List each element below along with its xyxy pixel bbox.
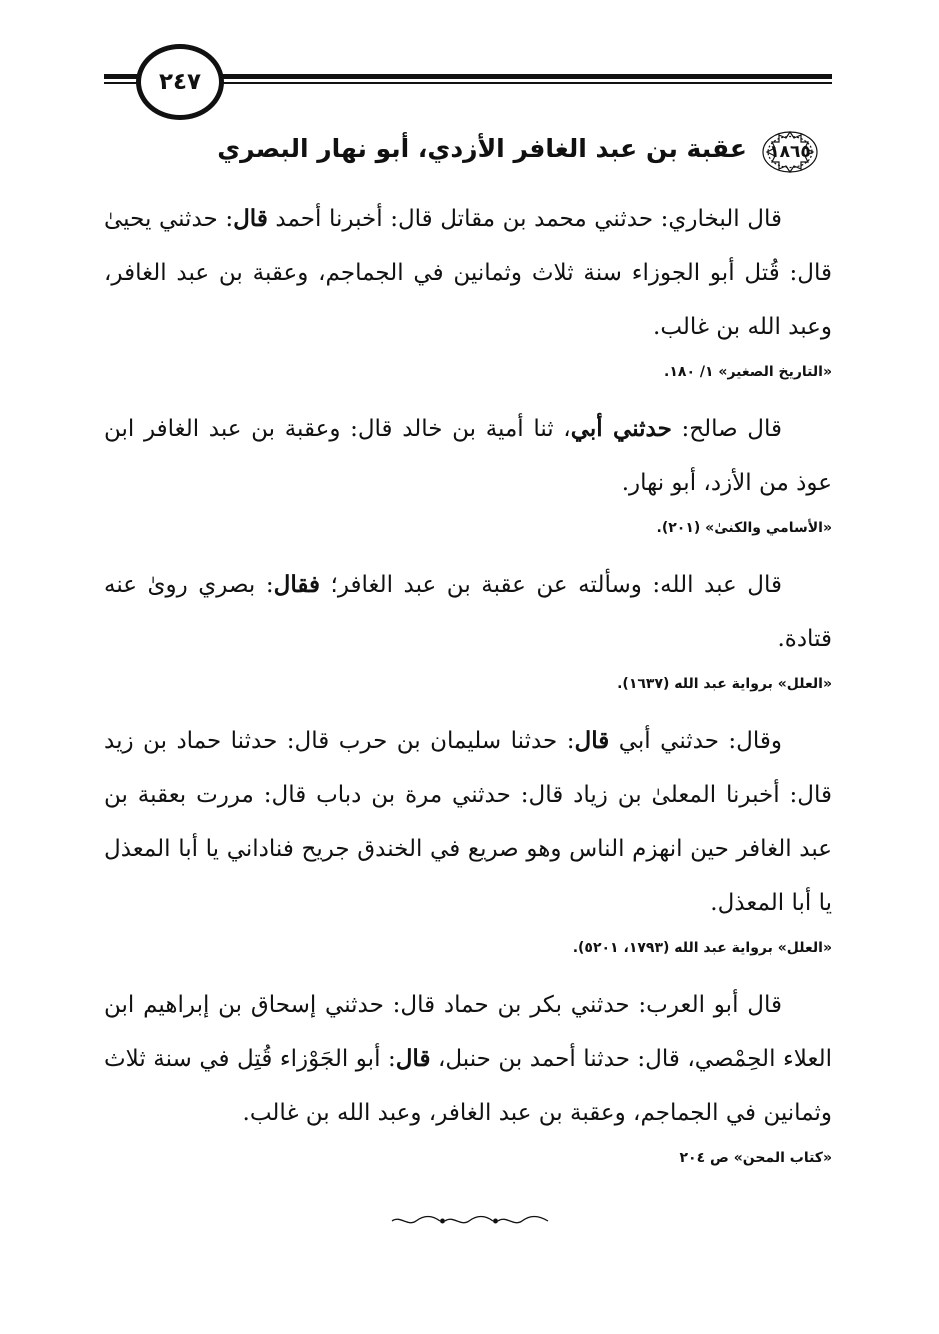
narration-text: ، ثنا أمية بن خالد قال: وعقبة بن عبد الغافر ابن عوذ من الأزد، أبو نهار. [104,416,832,496]
narration-text: وقال: حدثني أبي [609,728,782,754]
narration-text: قال عبد الله: وسألته عن عقبة بن عبد الغافر؛ [319,572,782,598]
narration-bold: قال [395,1045,431,1072]
narration-bold: قال [233,205,268,232]
narration-text: : بصري روىٰ عنه قتادة. [104,572,832,652]
narration-bold: فقال [273,571,320,598]
narration-text: : حدثنا سليمان بن حرب قال: حدثنا حماد بن زيد قال: أخبرنا المعلىٰ بن زياد قال: حدثني مرة بن دباب قال: مررت بعقبة بن عبد الغافر حين انهزم الناس وهو صريع في الخندق جريح فناداني يا أبا المعذل يا أبا المعذل. [104,728,832,916]
narration-bold: حدثني أبي [570,415,672,442]
narration-paragraph [104,192,832,354]
entry-heading [200,128,819,178]
source-citation: «كتاب المحن» ص ٢٠٤ [679,1150,832,1166]
narration-text: : أبو الجَوْزاء قُتِل في سنة ثلاث وثمانين في الجماجم، وعقبة بن عبد الغافر، وعبد الله بن غالب. [104,1046,832,1126]
narration-paragraph [104,402,832,510]
narration-text: : حدثني يحيىٰ قال: قُتل أبو الجوزاء سنة ثلاث وثمانين في الجماجم، وعقبة بن عبد الغافر، وعبد الله بن غالب. [104,206,832,340]
page-number: ٢٤٧ [136,44,224,120]
narration-text: قال أبو العرب: حدثني بكر بن حماد قال: حدثني إسحاق بن إبراهيم ابن العلاء الحِمْصي، قال: حدثنا أحمد بن حنبل، [104,992,832,1072]
source-citation: «العلل» برواية عبد الله (١٦٣٧). [617,676,832,692]
source-citation: «العلل» برواية عبد الله (١٧٩٣، ٥٢٠١). [572,940,832,956]
narration-paragraph [104,558,832,666]
narration-paragraph [104,978,832,1140]
source-citation: «الأسامي والكنىٰ» (٢٠١). [656,520,832,536]
narration-text: قال صالح: [671,416,782,442]
entry-number-badge [761,130,819,174]
entry-title: عقبة بن عبد الغافر الأزدي، أبو نهار البصري [217,134,747,163]
source-citation: «التاريخ الصغير» ١/ ١٨٠. [664,364,832,380]
narration-bold: قال [574,727,610,754]
narration-text: قال البخاري: حدثني محمد بن مقاتل قال: أخبرنا أحمد [267,206,782,232]
entry-body [104,192,832,1188]
narration-paragraph [104,714,832,930]
entry-number: ١٨٦٥ [769,142,811,162]
end-ornament-icon [390,1214,550,1228]
